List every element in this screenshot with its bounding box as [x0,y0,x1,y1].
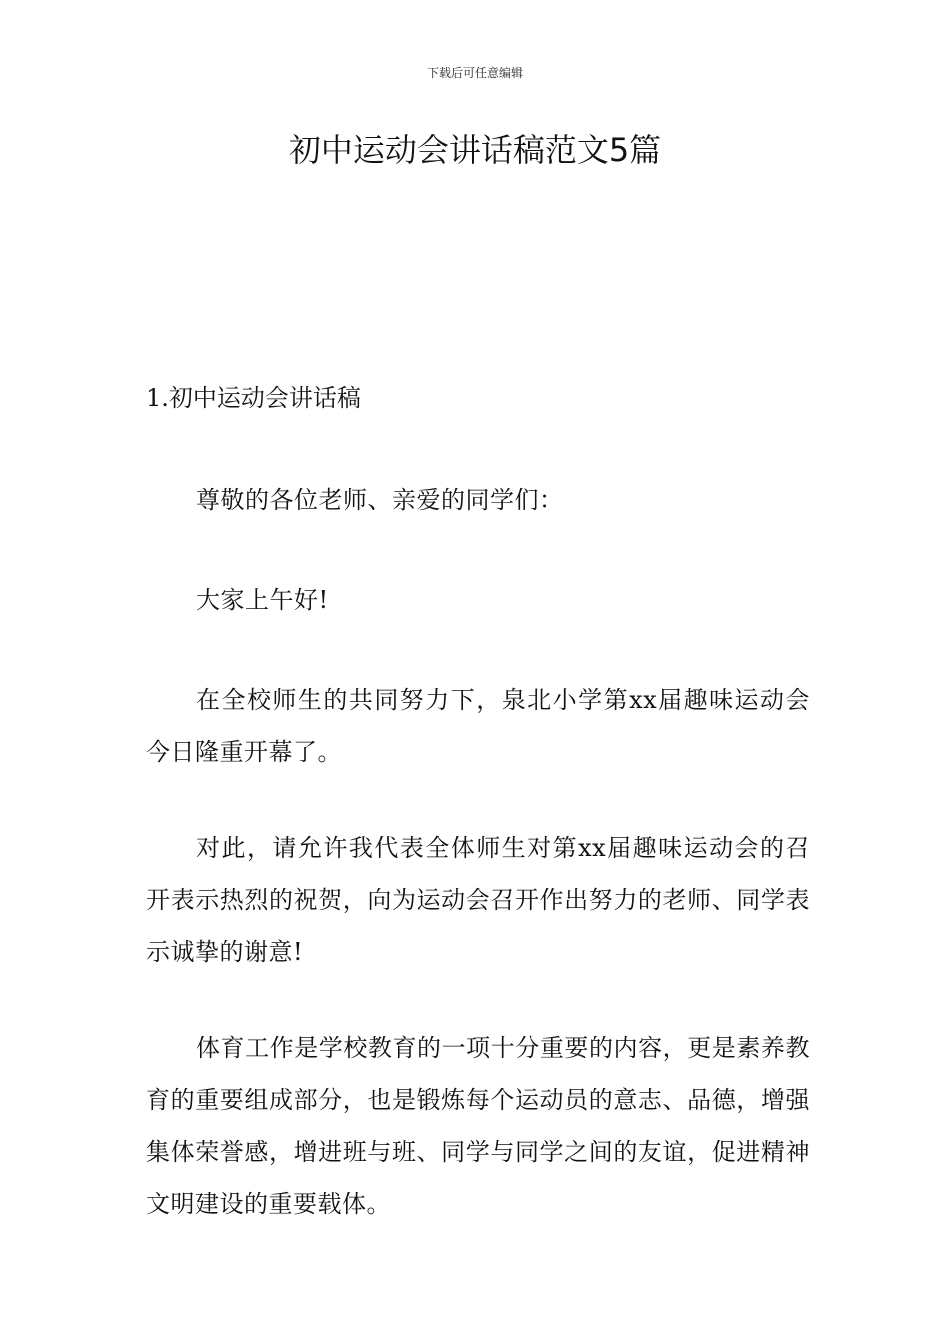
paragraph-sports-importance: 体育工作是学校教育的一项十分重要的内容，更是素养教育的重要组成部分，也是锻炼每个运动员的意志、品德，增强集体荣誉感，增进班与班、同学与同学之间的友谊，促进精神文明建设的重要载体。 [146,1034,810,1218]
paragraph-opening: 在全校师生的共同努力下，泉北小学第xx届趣味运动会今日隆重开幕了。 [146,686,810,766]
header-note: 下载后可任意编辑 [426,66,523,80]
document-title: 初中运动会讲话稿范文5篇 [288,131,662,169]
paragraph-salutation: 尊敬的各位老师、亲爱的同学们： [196,486,564,514]
paragraph-greeting: 大家上午好! [196,586,329,614]
section-heading: 1.初中运动会讲话稿 [146,384,361,412]
paragraph-congratulation: 对此，请允许我代表全体师生对第xx届趣味运动会的召开表示热烈的祝贺，向为运动会召开作出努力的老师、同学表示诚挚的谢意! [146,834,810,966]
